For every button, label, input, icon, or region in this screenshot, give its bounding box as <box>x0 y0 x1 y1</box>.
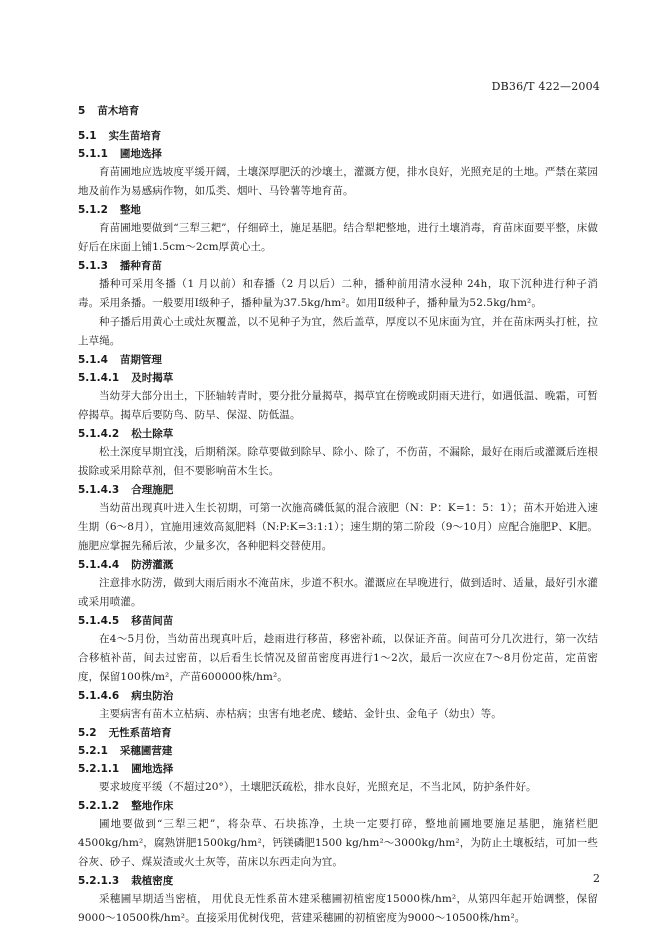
section-title: 整地作床 <box>131 800 174 812</box>
section-heading <box>78 351 598 369</box>
paragraph: 当幼苗出现真叶进入生长初期，可第一次施高磷低氮的混合液肥（N：P：K=1：5：1）；苗木开始进入速生期（6～8月），宜施用速效高氮肥料（N:P:K=3:1:1）；速生期的第二阶段（9～10月）应配合施肥P、K肥。施肥应掌握先稀后浓，少量多次，各种肥料交替使用。 <box>78 502 598 552</box>
paragraph: 当幼芽大部分出土，下胚轴转青时，要分批分量揭草，揭草宜在傍晚或阴雨天进行，如遇低温、晚霜，可暂停揭草。揭草后要防鸟、防旱、保湿、防低温。 <box>78 390 598 421</box>
document-id: DB36/T 422—2004 <box>491 80 600 93</box>
paragraph: 松土深度早期宜浅，后期稍深。除草要做到除早、除小、除了，不伤苗，不漏除，最好在雨后或灌溉后连根拔除或采用除草剂，但不要影响苗木生长。 <box>78 446 598 477</box>
paragraph: 圃地要做到“三犁三耙”，将杂草、石块拣净，土块一定要打碎，整地前圃地要施足基肥，施猪栏肥4500kg/hm²，腐熟饼肥1500kg/hm²，钙镁磷肥1500 kg/hm²～3000kg/hm²，为防止土壤板结，可加一些谷灰、砂子、煤炭渣或火土灰等，苗床以东西走向为宜。 <box>78 818 598 868</box>
paragraph: 种子播后用黄心土或灶灰覆盖，以不见种子为宜，然后盖草，厚度以不见床面为宜，并在苗床两头打桩，拉上草绳。 <box>78 316 598 347</box>
section-title: 采穗圃营建 <box>119 745 173 757</box>
section-number: 5.1.4.6 <box>78 690 120 702</box>
section-title: 圃地选择 <box>131 763 174 775</box>
section-number: 5.1.4.5 <box>78 615 120 627</box>
section-number: 5.1 <box>78 130 97 142</box>
section-heading <box>78 369 598 387</box>
document-body <box>78 99 598 928</box>
section-heading <box>78 556 598 574</box>
section-title: 整地 <box>119 204 141 216</box>
section-number: 5.2.1 <box>78 745 108 757</box>
paragraph: 育苗圃地要做到“三犁三耙”，仔细碎土，施足基肥。结合犁耙整地，进行土壤消毒，育苗床面要平整，床做好后在床面上铺1.5cm～2cm厚黄心土。 <box>78 222 598 253</box>
section-title: 实生苗培育 <box>108 130 162 142</box>
paragraph: 播种可采用冬播（1 月以前）和春播（2 月以后）二种，播种前用清水浸种 24h，取下沉种进行种子消毒。采用条播。一般要用Ⅰ级种子，播种量为37.5kg/hm²。如用Ⅱ级种子，播种量为52.5kg/hm²。 <box>78 278 598 309</box>
section-number: 5.2 <box>78 727 97 739</box>
section-title: 苗期管理 <box>119 354 162 366</box>
section-title: 移苗间苗 <box>131 615 174 627</box>
section-title: 苗木培育 <box>97 105 140 117</box>
paragraph: 育苗圃地应选坡度平缓开阔，土壤深厚肥沃的沙壤土，灌溉方便，排水良好，光照充足的土地。严禁在菜园地及前作为易感病作物，如瓜类、烟叶、马铃薯等地育苗。 <box>78 166 598 197</box>
section-heading <box>78 872 598 890</box>
section-number: 5.2.1.2 <box>78 800 120 812</box>
section-heading <box>78 797 598 815</box>
section-heading <box>78 760 598 778</box>
section-heading <box>78 742 598 760</box>
section-title: 无性系苗培育 <box>108 727 172 739</box>
section-heading <box>78 127 598 145</box>
section-number: 5.1.4.4 <box>78 559 120 571</box>
section-title: 栽植密度 <box>131 875 174 887</box>
section-number: 5.1.1 <box>78 148 108 160</box>
page-number: 2 <box>593 872 600 885</box>
section-number: 5.2.1.1 <box>78 763 120 775</box>
paragraph: 在4～5月份，当幼苗出现真叶后，趁雨进行移苗，移密补疏，以保证齐苗。间苗可分几次进行，第一次结合移植补苗，间去过密苗，以后看生长情况及留苗密度再进行1～2次，最后一次应在7～8月份定苗，定苗密度，保留100株/m²，产苗600000株/hm²。 <box>78 633 598 683</box>
section-heading <box>78 612 598 630</box>
section-number: 5.1.4 <box>78 354 108 366</box>
section-heading <box>78 201 598 219</box>
paragraph: 采穗圃早期适当密植， 用优良无性系苗木建采穗圃初植密度15000株/hm²，从第四年起开始调整，保留9000～10500株/hm²。直接采用优树伐兜，营建采穗圃的初植密度为9000～10500株/hm²。 <box>78 893 598 924</box>
section-number: 5.1.2 <box>78 204 108 216</box>
section-heading <box>78 425 598 443</box>
section-heading <box>78 145 598 163</box>
paragraph: 要求坡度平缓（不超过20°），土壤肥沃疏松，排水良好，光照充足，不当北风，防护条件好。 <box>99 781 537 793</box>
section-title: 合理施肥 <box>131 484 174 496</box>
section-heading <box>78 724 598 742</box>
section-number: 5.1.4.3 <box>78 484 120 496</box>
paragraph: 注意排水防涝，做到大雨后雨水不淹苗床，步道不积水。灌溉应在早晚进行，做到适时、适量，最好引水灌或采用喷灌。 <box>78 577 598 608</box>
section-heading <box>78 257 598 275</box>
section-title: 病虫防治 <box>131 690 174 702</box>
section-heading <box>78 687 598 705</box>
section-title: 防涝灌溉 <box>131 559 174 571</box>
section-title: 及时揭草 <box>131 372 174 384</box>
section-title: 播种育苗 <box>119 260 162 272</box>
section-title: 圃地选择 <box>119 148 162 160</box>
paragraph: 主要病害有苗木立枯病、赤枯病；虫害有地老虎、蝼蛄、金针虫、金龟子（幼虫）等。 <box>99 708 502 720</box>
section-number: 5.1.4.2 <box>78 428 120 440</box>
section-number: 5.2.1.3 <box>78 875 120 887</box>
section-number: 5 <box>78 105 86 117</box>
section-title: 松土除草 <box>131 428 174 440</box>
section-heading <box>78 481 598 499</box>
chapter-heading <box>78 102 598 120</box>
section-number: 5.1.4.1 <box>78 372 120 384</box>
section-number: 5.1.3 <box>78 260 108 272</box>
